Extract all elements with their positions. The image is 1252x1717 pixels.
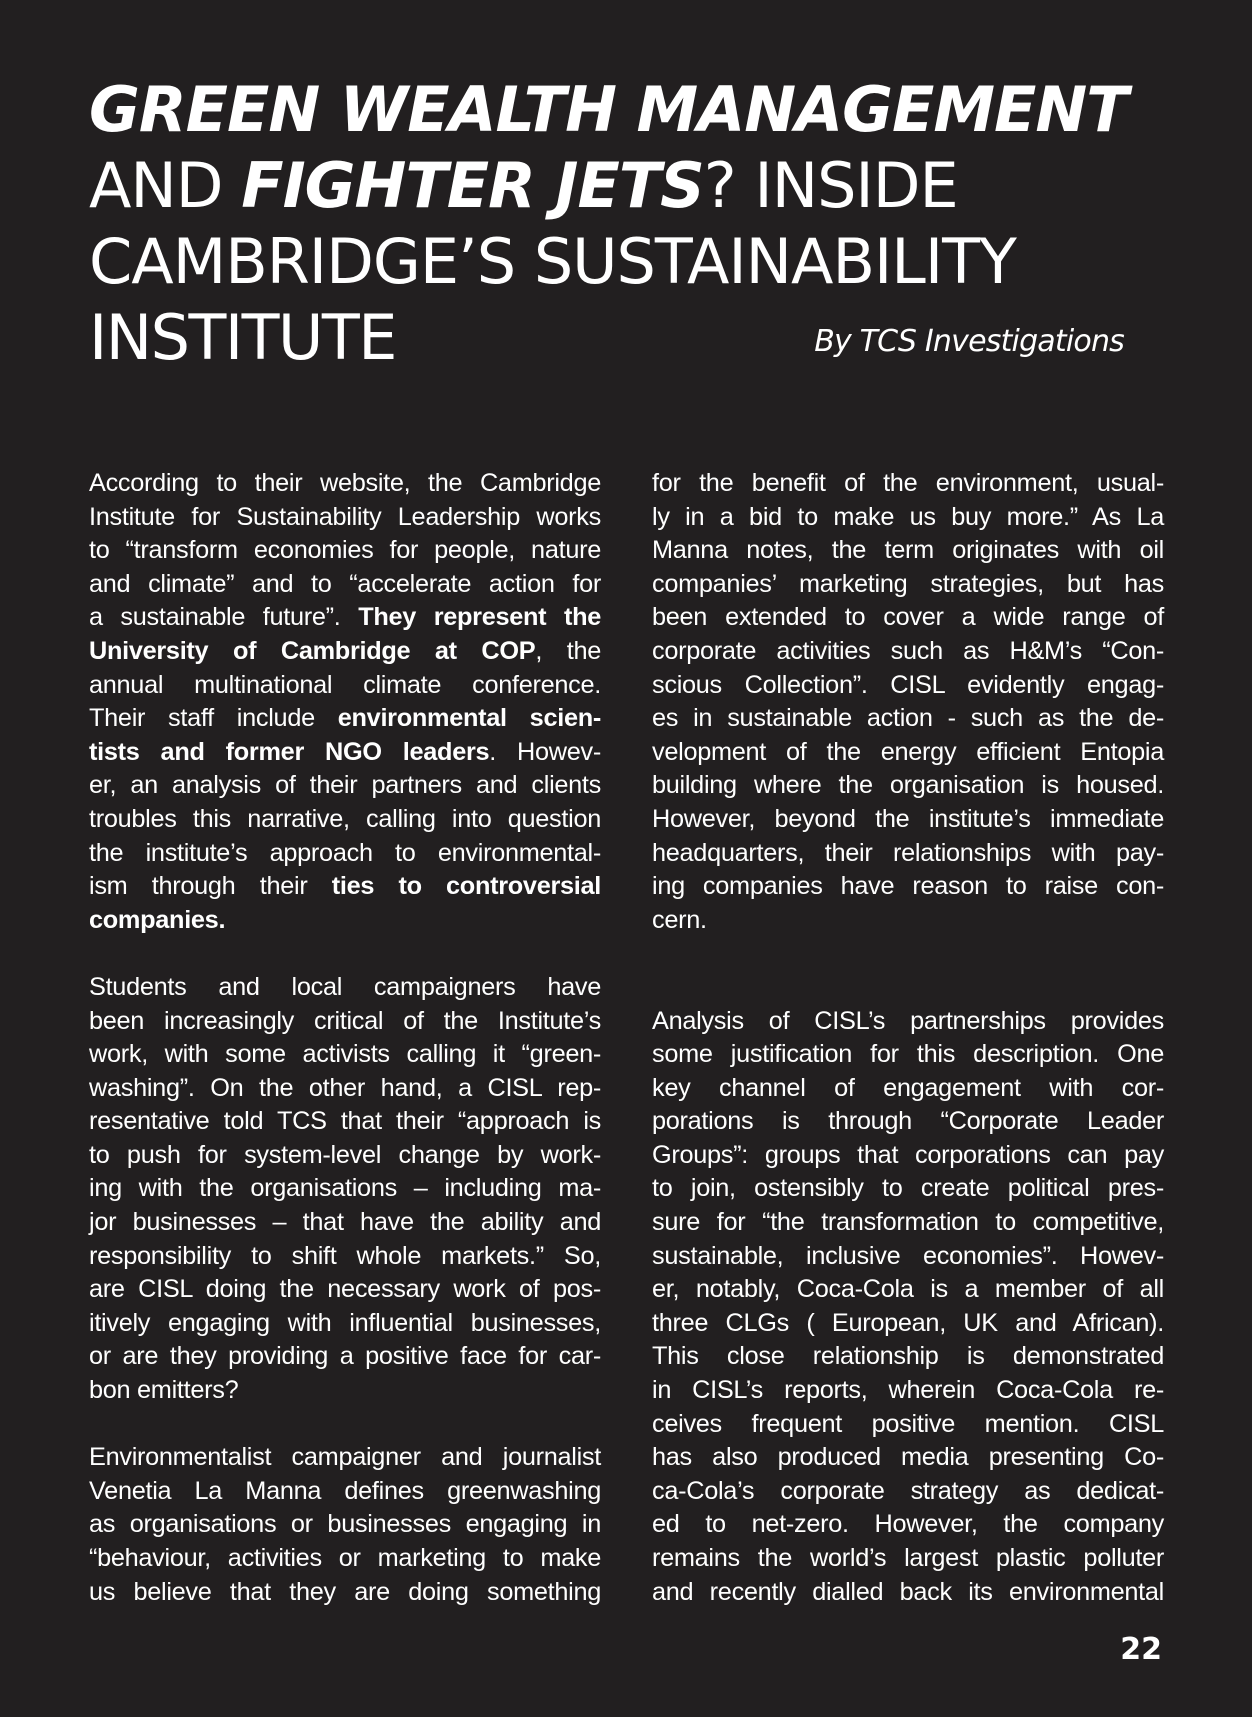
text-run: ism through their	[89, 872, 308, 901]
text-line: and recently dialled back its environmental	[652, 1577, 1164, 1606]
text-line: corporate activities such as H&M’s “Con-	[652, 636, 1164, 665]
text-line	[89, 601, 601, 635]
bold-run: ties to controversial	[331, 872, 601, 901]
text-line: According to their website, the Cambridge	[89, 469, 601, 497]
headline-and: AND	[89, 149, 242, 222]
headline-line-1: GREEN WEALTH MANAGEMENT	[89, 73, 1128, 146]
text-line	[89, 904, 601, 938]
text-line: resentative told TCS that their “approach is	[89, 1107, 601, 1136]
text-line: three CLGs ( European, UK and African).	[652, 1308, 1164, 1337]
text-line: to “transform economies for people, nature	[89, 536, 601, 565]
text-line: itively engaging with influential businesses,	[89, 1308, 601, 1337]
bold-run: University of Cambridge at COP	[89, 636, 536, 665]
text-line: scious Collection”. CISL evidently engag-	[652, 670, 1164, 699]
text-line: troubles this narrative, calling into question	[89, 804, 601, 833]
text-line: ly in a bid to make us buy more.” As La	[652, 502, 1164, 531]
text-line: ed to net-zero. However, the company	[652, 1510, 1164, 1539]
text-line: are CISL doing the necessary work of pos-	[89, 1275, 601, 1304]
byline: By TCS Investigations	[814, 324, 1124, 359]
text-line: ing with the organisations – including ma-	[89, 1174, 601, 1203]
text-line: the institute’s approach to environmental-	[89, 838, 601, 867]
text-line: ca-Cola’s corporate strategy as dedicat-	[652, 1476, 1164, 1505]
text-line: to push for system-level change by work-	[89, 1140, 601, 1169]
text-run: , the	[535, 636, 601, 665]
text-line: This close relationship is demonstrated	[652, 1342, 1164, 1371]
text-line: headquarters, their relationships with pay-	[652, 838, 1164, 867]
right-column	[652, 467, 1164, 1609]
text-line: us believe that they are doing something	[89, 1577, 601, 1606]
text-line: ing companies have reason to raise con-	[652, 872, 1164, 901]
text-line: cern.	[652, 905, 707, 934]
page-number: 22	[1120, 1632, 1162, 1667]
text-line: Environmentalist campaigner and journalist	[89, 1443, 601, 1472]
text-line: Students and local campaigners have	[89, 972, 601, 1001]
text-line: Venetia La Manna defines greenwashing	[89, 1476, 601, 1505]
headline-line-2	[89, 148, 1189, 224]
text-line	[89, 635, 601, 669]
text-line	[89, 870, 601, 904]
text-line: jor businesses – that have the ability and	[89, 1208, 601, 1237]
text-line: in CISL’s reports, wherein Coca-Cola re-	[652, 1376, 1164, 1405]
text-line: or are they providing a positive face for car-	[89, 1342, 601, 1371]
text-line: as organisations or businesses engaging in	[89, 1510, 601, 1539]
text-line: key channel of engagement with cor-	[652, 1073, 1164, 1102]
bold-run: tists and former NGO leaders	[89, 737, 490, 766]
text-line: bon emitters?	[89, 1376, 239, 1405]
bold-run: They represent the	[358, 603, 601, 632]
text-line: er, notably, Coca-Cola is a member of all	[652, 1275, 1164, 1304]
text-line: washing”. On the other hand, a CISL rep-	[89, 1073, 601, 1102]
text-line: responsibility to shift whole markets.” So,	[89, 1241, 601, 1270]
bold-run: environmental scien-	[337, 704, 601, 733]
text-line: er, an analysis of their partners and clients	[89, 771, 601, 800]
text-line: has also produced media presenting Co-	[652, 1443, 1164, 1472]
text-line: sustainable, inclusive economies”. Howev-	[652, 1241, 1164, 1270]
text-line: Groups”: groups that corporations can pay	[652, 1140, 1164, 1169]
text-run: a sustainable future”.	[89, 603, 341, 632]
right-paragraph-1	[652, 467, 1164, 937]
left-paragraph-1	[89, 467, 601, 937]
text-line: to join, ostensibly to create political pres-	[652, 1174, 1164, 1203]
text-line: companies’ marketing strategies, but has	[652, 569, 1164, 598]
left-paragraph-3	[89, 1441, 601, 1609]
headline-fighter-jets: FIGHTER JETS	[241, 149, 704, 222]
text-line: and climate” and to “accelerate action for	[89, 569, 601, 598]
text-line: porations is through “Corporate Leader	[652, 1107, 1164, 1136]
text-line: es in sustainable action - such as the de-	[652, 704, 1164, 733]
text-line: been increasingly critical of the Institute’s	[89, 1006, 601, 1035]
text-line: ceives frequent positive mention. CISL	[652, 1409, 1164, 1438]
text-line	[89, 702, 601, 736]
text-line: been extended to cover a wide range of	[652, 603, 1164, 632]
text-line: “behaviour, activities or marketing to make	[89, 1544, 601, 1572]
text-line	[89, 736, 601, 770]
left-column	[89, 467, 601, 1609]
left-paragraph-2	[89, 971, 601, 1408]
text-line: annual multinational climate conference.	[89, 670, 601, 699]
text-run: . Howev-	[489, 737, 601, 766]
headline-line-3: CAMBRIDGE’S SUSTAINABILITY	[89, 225, 1016, 298]
text-run: Their staff include	[89, 704, 315, 733]
text-line: building where the organisation is housed.	[652, 771, 1164, 800]
text-line: sure for “the transformation to competitive,	[652, 1208, 1164, 1237]
text-line: remains the world’s largest plastic polluter	[652, 1544, 1164, 1572]
text-line: for the benefit of the environment, usual-	[652, 469, 1164, 497]
text-line: Analysis of CISL’s partnerships provides	[652, 1006, 1164, 1035]
text-line: some justification for this description. One	[652, 1040, 1164, 1069]
headline-line-4: INSTITUTE	[89, 301, 396, 374]
text-line: velopment of the energy efficient Entopia	[652, 737, 1164, 766]
text-line: Manna notes, the term originates with oil	[652, 536, 1164, 565]
text-line: work, with some activists calling it “green-	[89, 1040, 601, 1069]
text-line: However, beyond the institute’s immediate	[652, 804, 1164, 833]
bold-run: companies.	[89, 905, 226, 934]
right-paragraph-2	[652, 1005, 1164, 1610]
headline-inside: ? INSIDE	[703, 149, 958, 222]
text-line: Institute for Sustainability Leadership works	[89, 502, 601, 531]
